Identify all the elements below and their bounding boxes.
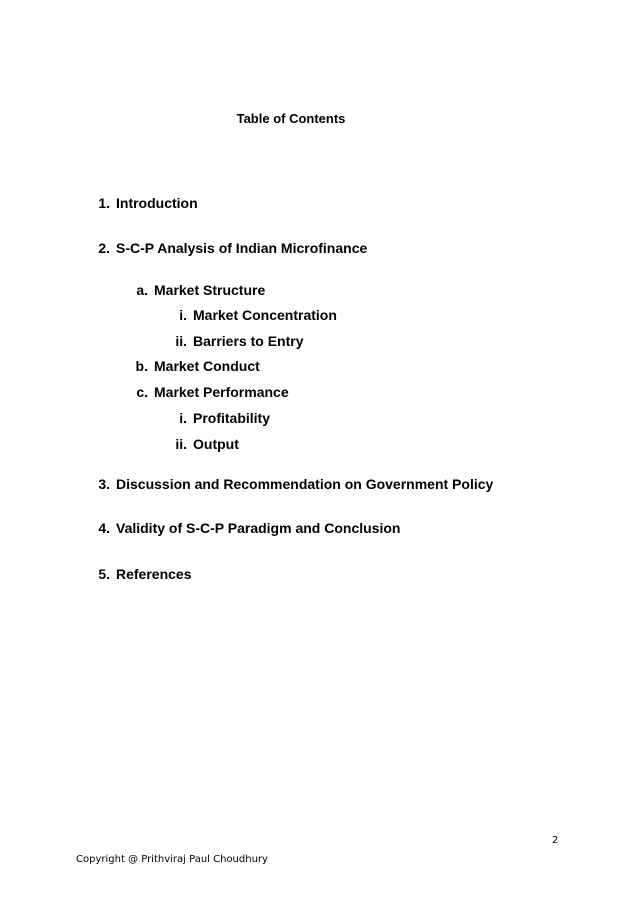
toc-entry-label: Market Conduct [154,358,260,374]
toc-entry-number: 2. [98,240,110,256]
toc-entry-number: ii. [175,333,187,349]
toc-entry-introduction [96,195,198,211]
toc-entry-number: b. [135,358,148,374]
toc-entry-number: i. [179,307,187,323]
toc-entry-number: a. [136,282,148,298]
toc-entry-number: c. [136,384,148,400]
toc-entry-label: Barriers to Entry [193,333,304,349]
toc-entry-number: ii. [175,436,187,452]
toc-entry-label: References [116,566,192,582]
toc-entry-number: 1. [98,195,110,211]
toc-entry-number: 3. [98,476,110,492]
toc-title: Table of Contents [236,111,346,126]
toc-entry-market-concentration [169,307,337,323]
page-number: 2 [552,835,559,846]
toc-entry-market-performance [134,384,289,400]
toc-entry-number: i. [179,410,187,426]
toc-entry-market-structure [134,282,265,298]
toc-entry-label: Profitability [193,410,271,426]
toc-entry-market-conduct [134,358,260,374]
toc-entry-label: Market Performance [154,384,289,400]
toc-entry-label: Market Concentration [193,307,337,323]
toc-entry-discussion [96,476,493,492]
toc-entry-label: Market Structure [154,282,266,298]
toc-entry-references [96,566,192,582]
toc-entry-output [169,436,239,452]
toc-entry-profitability [169,410,270,426]
toc-entry-label: Discussion and Recommendation on Government Policy [116,476,494,492]
toc-entry-number: 4. [98,520,110,536]
copyright-footer: Copyright @ Prithviraj Paul Choudhury [76,854,268,865]
toc-entry-scp-analysis [96,240,367,256]
toc-entry-label: Introduction [116,195,198,211]
toc-entry-label: Validity of S-C-P Paradigm and Conclusion [116,520,401,536]
toc-entry-validity [96,520,400,536]
toc-entry-label: Output [193,436,239,452]
toc-entry-number: 5. [98,566,110,582]
toc-entry-barriers-to-entry [169,333,303,349]
toc-entry-label: S-C-P Analysis of Indian Microfinance [116,240,368,256]
